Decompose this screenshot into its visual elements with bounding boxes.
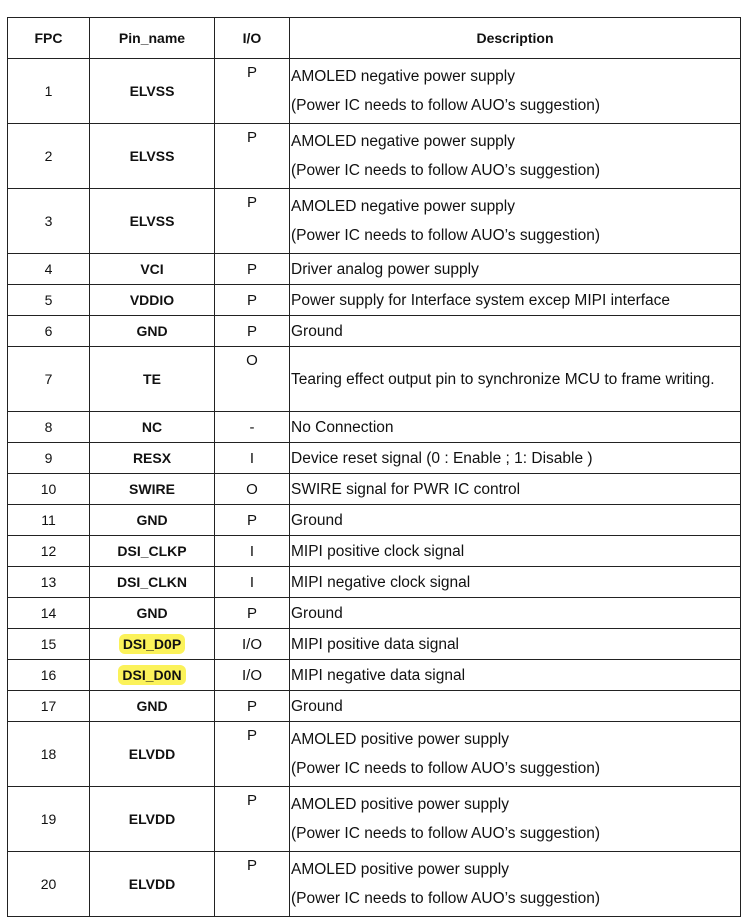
io-cell: I [215, 536, 290, 567]
fpc-cell: 7 [8, 347, 90, 412]
description-cell [290, 691, 741, 722]
pin-name: RESX [132, 450, 172, 466]
description-line: Ground [291, 322, 343, 340]
table-row [8, 787, 741, 852]
pin-name: GND [136, 323, 168, 339]
io-cell: P [215, 189, 290, 254]
pin-name-cell [90, 505, 215, 536]
description-cell [290, 505, 741, 536]
description-cell [290, 443, 741, 474]
description-cell [290, 474, 741, 505]
pin-name-cell [90, 474, 215, 505]
fpc-cell: 2 [8, 124, 90, 189]
io-cell: P [215, 316, 290, 347]
table-row [8, 474, 741, 505]
description-cell [290, 567, 741, 598]
pin-name: TE [143, 371, 161, 387]
pin-name-cell [90, 316, 215, 347]
pin-name: VDDIO [129, 292, 175, 308]
table-row [8, 722, 741, 787]
fpc-cell: 11 [8, 505, 90, 536]
table-row [8, 412, 741, 443]
description-line: Driver analog power supply [291, 260, 479, 278]
description-line: (Power IC needs to follow AUO’s suggestion) [291, 890, 601, 907]
description-line: AMOLED negative power supply [291, 198, 516, 215]
pin-name: ELVSS [129, 83, 175, 99]
table-row [8, 316, 741, 347]
pin-name-cell [90, 722, 215, 787]
fpc-cell: 4 [8, 254, 90, 285]
description-line: MIPI positive clock signal [291, 542, 465, 560]
table-row [8, 691, 741, 722]
fpc-cell: 12 [8, 536, 90, 567]
pin-name: VCI [140, 261, 164, 277]
description-cell [290, 722, 741, 787]
pin-name-cell [90, 629, 215, 660]
description-line: AMOLED positive power supply [291, 796, 509, 813]
description-line: Device reset signal (0 : Enable ; 1: Disable ) [291, 449, 593, 467]
pin-name-cell [90, 660, 215, 691]
pin-name-cell [90, 285, 215, 316]
description-line: (Power IC needs to follow AUO’s suggestion) [291, 227, 601, 244]
pin-name-cell [90, 124, 215, 189]
description-cell [290, 629, 741, 660]
fpc-cell: 5 [8, 285, 90, 316]
pin-name: ELVSS [129, 213, 175, 229]
fpc-cell: 14 [8, 598, 90, 629]
description-line: Tearing effect output pin to synchronize MCU to frame writing. [291, 370, 715, 388]
description-cell [290, 59, 741, 124]
pin-name: DSI_CLKP [117, 543, 187, 559]
description-cell [290, 316, 741, 347]
table-row [8, 852, 741, 917]
table-row [8, 598, 741, 629]
table-row [8, 189, 741, 254]
pin-name-cell [90, 347, 215, 412]
description-line: Power supply for Interface system excep MIPI interface [291, 291, 671, 309]
highlighted-pin-name: DSI_D0P [119, 634, 185, 654]
description-cell [290, 347, 741, 412]
io-cell: P [215, 59, 290, 124]
description-cell [290, 787, 741, 852]
pin-name-cell [90, 598, 215, 629]
io-cell: I/O [215, 660, 290, 691]
description-cell [290, 598, 741, 629]
header-description: Description [290, 18, 741, 59]
description-cell [290, 285, 741, 316]
fpc-cell: 9 [8, 443, 90, 474]
table-row [8, 347, 741, 412]
description-cell [290, 189, 741, 254]
pin-name-cell [90, 536, 215, 567]
pin-name-cell [90, 852, 215, 917]
io-cell: - [215, 412, 290, 443]
pin-definition-table [7, 17, 741, 917]
pin-name: DSI_CLKN [116, 574, 187, 590]
pin-name-cell [90, 443, 215, 474]
pin-name: ELVDD [128, 746, 176, 762]
io-cell: O [215, 474, 290, 505]
header-fpc: FPC [8, 18, 90, 59]
table-header-row [8, 18, 741, 59]
table-body [8, 59, 741, 917]
description-line: (Power IC needs to follow AUO’s suggestion) [291, 162, 601, 179]
description-line: AMOLED negative power supply [291, 68, 516, 85]
fpc-cell: 17 [8, 691, 90, 722]
table-row [8, 505, 741, 536]
pin-name-cell [90, 59, 215, 124]
fpc-cell: 6 [8, 316, 90, 347]
pin-name: GND [136, 698, 168, 714]
fpc-cell: 18 [8, 722, 90, 787]
description-line: Ground [291, 604, 343, 622]
description-line: SWIRE signal for PWR IC control [291, 480, 521, 498]
description-cell [290, 536, 741, 567]
description-line: MIPI negative data signal [291, 666, 466, 684]
fpc-cell: 1 [8, 59, 90, 124]
table-row [8, 285, 741, 316]
io-cell: O [215, 347, 290, 412]
table-row [8, 443, 741, 474]
table-row [8, 59, 741, 124]
fpc-cell: 19 [8, 787, 90, 852]
fpc-cell: 10 [8, 474, 90, 505]
fpc-cell: 16 [8, 660, 90, 691]
pin-name: ELVSS [129, 148, 175, 164]
io-cell: P [215, 598, 290, 629]
pin-definition-table-container [7, 17, 741, 917]
fpc-cell: 8 [8, 412, 90, 443]
table-row [8, 124, 741, 189]
pin-name: ELVDD [128, 876, 176, 892]
description-cell [290, 254, 741, 285]
description-cell [290, 660, 741, 691]
io-cell: I [215, 567, 290, 598]
io-cell: P [215, 254, 290, 285]
pin-name-cell [90, 412, 215, 443]
description-line: MIPI negative clock signal [291, 573, 471, 591]
description-cell [290, 124, 741, 189]
pin-name-cell [90, 254, 215, 285]
pin-name: GND [136, 605, 168, 621]
header-io: I/O [215, 18, 290, 59]
table-row [8, 254, 741, 285]
pin-name: ELVDD [128, 811, 176, 827]
description-line: (Power IC needs to follow AUO’s suggestion) [291, 760, 601, 777]
pin-name-cell [90, 189, 215, 254]
pin-name-cell [90, 691, 215, 722]
description-line: Ground [291, 511, 343, 529]
description-line: MIPI positive data signal [291, 635, 460, 653]
table-row [8, 536, 741, 567]
io-cell: P [215, 124, 290, 189]
description-line: AMOLED negative power supply [291, 133, 516, 150]
pin-name-cell [90, 567, 215, 598]
io-cell: I/O [215, 629, 290, 660]
description-line: Ground [291, 697, 343, 715]
description-line: No Connection [291, 418, 394, 436]
io-cell: I [215, 443, 290, 474]
io-cell: P [215, 691, 290, 722]
pin-name: NC [141, 419, 163, 435]
pin-name: SWIRE [129, 481, 175, 497]
io-cell: P [215, 787, 290, 852]
table-row [8, 629, 741, 660]
fpc-cell: 13 [8, 567, 90, 598]
highlighted-pin-name: DSI_D0N [118, 665, 185, 685]
io-cell: P [215, 852, 290, 917]
description-cell [290, 852, 741, 917]
fpc-cell: 3 [8, 189, 90, 254]
pin-name-cell [90, 787, 215, 852]
io-cell: P [215, 285, 290, 316]
io-cell: P [215, 722, 290, 787]
fpc-cell: 15 [8, 629, 90, 660]
pin-name: GND [136, 512, 168, 528]
fpc-cell: 20 [8, 852, 90, 917]
table-row [8, 567, 741, 598]
header-pin-name: Pin_name [90, 18, 215, 59]
table-row [8, 660, 741, 691]
description-line: (Power IC needs to follow AUO’s suggestion) [291, 825, 601, 842]
io-cell: P [215, 505, 290, 536]
description-line: AMOLED positive power supply [291, 731, 509, 748]
description-line: (Power IC needs to follow AUO’s suggestion) [291, 97, 601, 114]
description-line: AMOLED positive power supply [291, 861, 509, 878]
description-cell [290, 412, 741, 443]
